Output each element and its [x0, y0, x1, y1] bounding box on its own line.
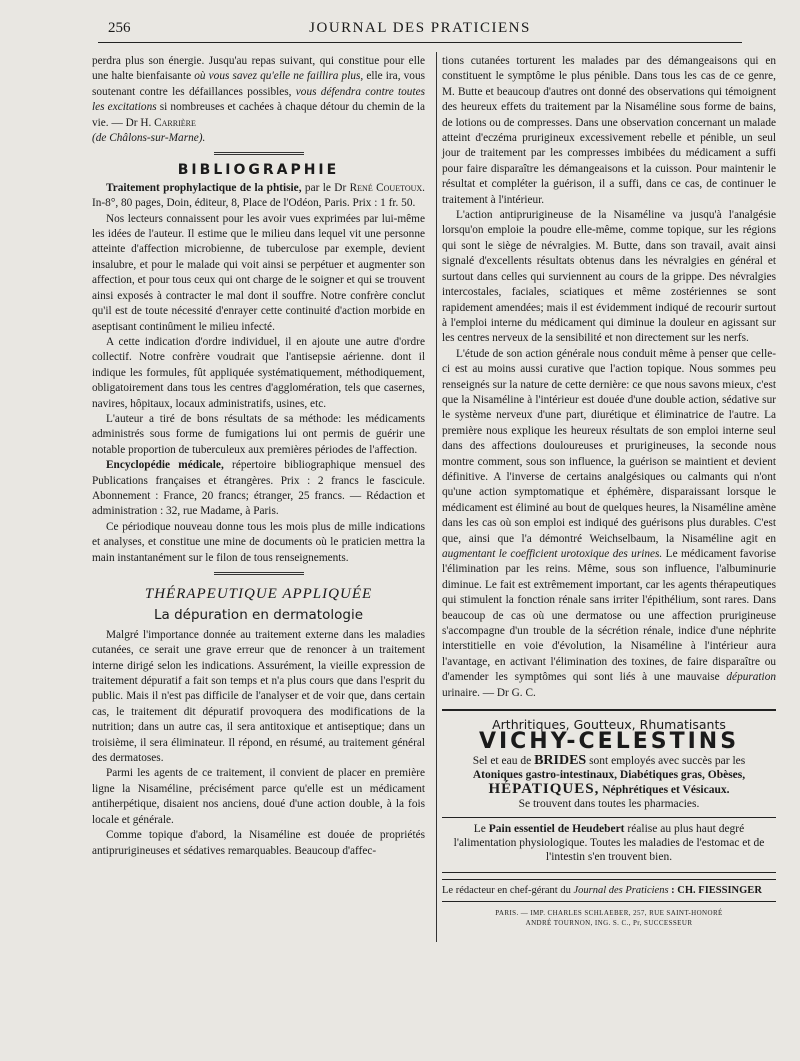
text: Le médicament favorise l'élimination par les reins. Même, sous son influence, l'albuminurie diminue. Le fait est extrêmement important, car les agents thérapeutiques qui stimulent la fonction rénale sans irriter l'épithélium, sont rares. Dans beaucoup de cas où une dermatose ou une affection prurigineuse s'accompagne d'un trouble de la sécrétion rénale, indice d'une néphrite interstitielle en voie d'évolution, la Nisaméline à l'intérieur aura l'avantage, en activant l'élimination des toxines, de faire disparaître ou d'amender les symptômes qui sont liés à une mauvaise [442, 548, 776, 684]
text: In-8°, 80 pages, Doin, éditeur, 8, Place de l'Odéon, Paris. Prix : 1 fr. 50. [92, 197, 416, 210]
paragraph: Comme topique d'abord, la Nisaméline est douée de propriétés antiprurigineuses et sédatives remarquables. Beaucoup d'affec- [92, 829, 425, 857]
text: Le [473, 822, 489, 835]
separator [214, 572, 304, 575]
text: Sel et eau de [472, 754, 535, 767]
ad-heudebert [442, 817, 776, 864]
separator [214, 152, 304, 155]
text-italic: où vous savez qu'elle ne faillira plus, [194, 70, 364, 83]
paragraph: Parmi les agents de ce traitement, il convient de placer en première ligne la Nisaméline, précisément parce qu'elle est un médicament antiherpétique, disaient nos anciens, doué d'une action double, à la fois locale et générale. [92, 767, 425, 826]
text-italic: dépuration [726, 671, 776, 684]
paragraph [442, 347, 776, 701]
book-title: Traitement prophylactique de la phtisie, [106, 181, 302, 194]
header-rule [98, 42, 742, 43]
right-column [442, 54, 776, 928]
column-divider [436, 52, 437, 942]
paragraph: Nos lecteurs connaissent pour les avoir vues exprimées par lui-même les idées de l'auteur. Il estime que le milieu dans lequel vit une personne atteinte d'affection microbienne, de tuberculose par exemple, devient insalubre, et pour le malade qui voit ainsi se perpétuer et augmenter son affection, et pour tous ceux qui ont charge de le soigner et qui se trouvent ainsi exposés à contracter le mal dont il souffre. Notre confrère conclut qu'il est de toute nécessité d'enrayer cette continuité d'action morbide en aseptisant continûment le milieu infecté. [92, 212, 425, 333]
ad-indications: Atoniques gastro-intestinaux, Diabétiques gras, Obèses, [472, 768, 746, 781]
section-title-bibliographie: BIBLIOGRAPHIE [177, 162, 340, 179]
text: L'étude de son action générale nous conduit même à penser que celle-ci est au moins aussi curative que l'action topique. Nous sommes peu renseignés sur la nature de cette dernière: ce que nous savons mieux, c'est que la Nisaméline à l'intérieur est douée d'une double action, sédative sur le système nerveux d'une part, diurétique et éliminatrice de l'autre. La première nous explique les heureux résultats de son emploi interne seul dans des affections douloureuses et prurigineuses, la seconde nous montre comment, sous son influence, la guérison se maintient et devient définitive. A l'inverse de certains analgésiques ou calmants qui n'ont qu'une action symptomatique et éphémère, disparaissant lorsque le médicament est éliminé au bout de quelques heures, la Nisaméline amène dans les cas où son emploi est indiqué des guérisons plus durables. C'est que, ainsi que l'a démontré Weichselbaum, la Nisaméline agit en [442, 347, 776, 545]
ad-brand: VICHY-CELESTINS [478, 729, 740, 755]
paragraph: Ce périodique nouveau donne tous les mois plus de mille indications et analyses, et constitue une mine de documents où le praticien mettra la main instantanément sur le filon de tous renseignements. [92, 520, 425, 564]
text: sont employés avec succès par les [586, 754, 746, 767]
page-header [98, 18, 742, 40]
author-name: Carrière [154, 116, 196, 129]
imprint-line: ANDRÉ TOURNON, ING. S. C., Pr, SUCCESSEUR [525, 919, 693, 928]
advertisement [442, 709, 776, 873]
text: par le Dr [301, 181, 350, 194]
journal-name: Journal des Praticiens [573, 884, 669, 896]
ad-brides [442, 754, 776, 811]
book-author: René Couetoux. [349, 181, 425, 194]
text: elle ira, vous soutenant contre les défaillances possibles, [92, 70, 425, 98]
periodical-title: Encyclopédie médicale, [106, 459, 224, 472]
printer-imprint [442, 908, 776, 928]
author-place: (de Châlons-sur-Marne). [92, 132, 206, 145]
section-title-therapeutique: THÉRAPEUTIQUE APPLIQUÉE [144, 586, 373, 602]
biblio-entry-2 [92, 458, 425, 520]
paragraph: Malgré l'importance donnée au traitement externe dans les maladies cutanées, ce serait une grave erreur que de renoncer à un traitement interne dirigé selon les indications. Assurément, la vieille expression de traitement dépuratif a fait son temps et n'a plus cours que dans l'esprit du public. Mais il n'est pas difficile de l'analyser et de voir que, dans certain cas, le traitement dit dépuratif provoquera des modifications de la nutrition; dans un autre cas, il sera antitoxique et antiseptique; dans un troisième, il sera éliminateur. Il répond, en résumé, au traitement général des dermatoses. [92, 628, 425, 765]
paragraph: A cette indication d'ordre individuel, il en ajoute une autre d'ordre collectif. Notre confrère voudrait que l'antisepsie aérienne. dont il indique les formules, fût appliquée systématiquement, méthodiquement, obligatoirement dans tous les centres d'agglomération, tels que casernes, navires, hôpitaux, locaux administratifs, usines, etc. [92, 335, 425, 410]
paragraph: L'action antiprurigineuse de la Nisaméline va jusqu'à l'analgésie lorsqu'on emploie la poudre elle-même, comme topique, sur les régions qui sont le siège de névralgies. M. Butte, dans son travail, avait ainsi signalé d'excellents résultats obtenus dans les névralgies en général et surtout dans celles qui surviennent au cours de la grippe. Des névralgies intercostales, faciales, sciatiques et même zostériennes se sont rapidement amendées; mais il est évidemment indiqué de recourir surtout à l'emploi interne du médicament qui diminue la douleur en agissant sur les centres nerveux de la sensibilité et non directement sur les nerfs. [442, 209, 776, 345]
ad-hepatiques: HÉPATIQUES, [488, 780, 600, 797]
imprint-line: PARIS. — IMP. CHARLES SCHLAEBER, 257, RUE SAINT-HONORÉ [495, 909, 723, 918]
ad-availability: Se trouvent dans toutes les pharmacies. [518, 797, 700, 810]
paragraph: L'auteur a tiré de bons résultats de sa méthode: les médicaments administrés sous forme de fumigations lui ont permis de guérir une notable proportion de tuberculeux aux premières périodes de l'affection. [92, 412, 425, 456]
text: urinaire. — Dr G. C. [442, 686, 536, 699]
text: Le rédacteur en chef-gérant du [442, 884, 574, 896]
paragraph: tions cutanées torturent les malades par des démangeaisons qui en constituent le symptôme le plus pénible. Dans tous les cas de ce genre, M. Butte et beaucoup d'autres ont donné des observations qui témoignent des heureux effets du traitement par la Nisaméline sous forme de bains, de lotions ou de compresses. Dans une observation concernant un malade atteint d'eczéma prurigineux excessivement rebelle et pénible, un seul jour de traitement par les compresses imbibées du médicament a suffi pour faire disparaître les démangeaisons et la cuisson. Pour maintenir le résultat et compléter la guérison, il a suffi, dans ce cas, de continuer le traitement à l'intérieur. [442, 55, 776, 206]
text: perdra plus son énergie. Jusqu'au repas suivant, qui constitue pour elle une halte bienfaisante [92, 55, 425, 83]
editor-line [442, 879, 776, 902]
brand-heudebert: Pain essentiel de Heudebert [488, 822, 625, 835]
page-number: 256 [108, 20, 131, 36]
text-italic: augmentant le coefficient urotoxique des urines. [442, 548, 663, 560]
text-italic: vous défendra contre toutes les excitations [92, 85, 426, 114]
text: réalise au plus haut degré l'alimentation physiologique. Toutes les maladies de l'estomac et de l'intestin s'en trouvent bien. [453, 822, 765, 863]
ad-tagline: Arthritiques, Goutteux, Rhumatisants [492, 717, 726, 733]
editor-name: : CH. FIESSINGER [668, 884, 762, 896]
brand-brides: BRIDES [534, 752, 587, 768]
journal-title: JOURNAL DES PRATICIENS [309, 20, 531, 36]
left-column [92, 54, 425, 859]
text: Néphrétiques et Vésicaux. [599, 783, 730, 796]
article-ending [92, 54, 425, 146]
text: répertoire bibliographique mensuel des Publications françaises et étrangères. Prix : 2 francs le fascicule. Abonnement : France, 20 francs; étranger, 25 francs. — Rédaction et administration : 32, rue Madame, à Paris. [92, 459, 426, 518]
text: si nombreuses et cachées à chaque détour du chemin de la vie. — Dr H. [92, 101, 426, 129]
biblio-entry-1 [92, 181, 425, 212]
article-title: La dépuration en dermatologie [153, 607, 363, 624]
